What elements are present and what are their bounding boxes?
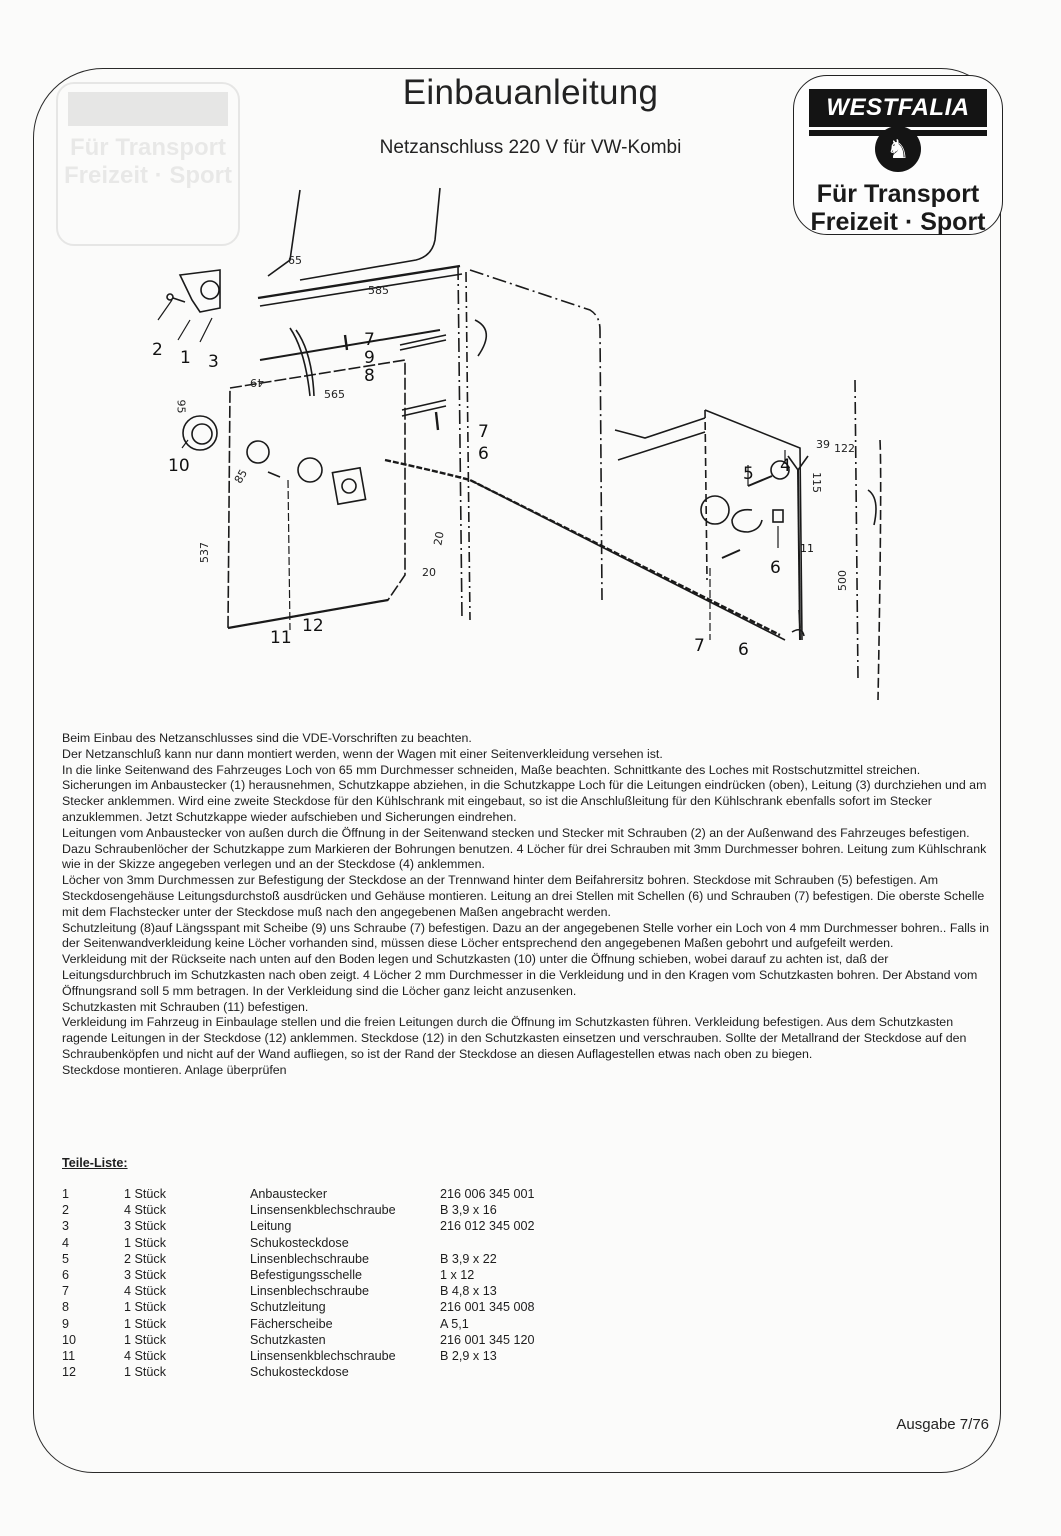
part-name: Fächerscheibe [250,1316,333,1331]
callout-12: 12 [302,616,324,636]
diagram-drawing [140,180,920,720]
dim-565: 565 [324,388,345,401]
part-quantity: 1 Stück [124,1300,166,1315]
socket-body-right [701,496,729,524]
dim-85: 85 [231,467,251,486]
part-reference: 216 001 345 008 [440,1300,535,1315]
floor-edge [470,480,785,640]
part-number: 2 [62,1203,70,1218]
parts-list-row [62,1251,535,1267]
screw-7-top [345,335,347,350]
sidewall-rail-3 [402,400,446,416]
sidewall-rail-1 [260,330,440,360]
callout-6-right: 6 [770,558,781,578]
instruction-paragraph: Der Netzanschluß kann nur dann montiert werden, wenn der Wagen mit einer Seitenverkleidung versehen ist. [62,746,663,761]
part-reference: 216 001 345 120 [440,1332,535,1347]
callout-10: 10 [168,456,190,476]
parts-list-row [62,1364,535,1380]
socket-12 [298,458,322,482]
dim-585: 585 [368,284,389,297]
socket-plate [332,468,365,504]
part-name: Schukosteckdose [250,1365,349,1380]
instruction-paragraph: Schutzkasten mit Schrauben (11) befestigen. [62,999,309,1014]
instruction-paragraph: Leitungen vom Anbaustecker von außen durch die Öffnung in der Seitenwand stecken und Stecker mit Schrauben (2) an der Außenwand des Fahrzeuges befestigen. Dazu Schraubenlöcher der Schutzkappe zum Markieren der Bohrungen benutzen. 4 Löcher für drei Schrauben mit 3mm Durchmesser bohren. Leitung zum Kühlschrank wie in der Skizze angegeben verlegen und an der Steckdose (4) anklemmen. [62,825,987,872]
part-name: Schutzkasten [250,1332,326,1347]
parts-list-row [62,1283,535,1299]
cable-bundle [290,328,314,396]
dim-20-horizontal: 20 [422,566,436,579]
protective-box-inner [192,424,212,444]
part-number: 10 [62,1332,77,1347]
cable-splitter [788,456,808,470]
dim-500: 500 [836,570,849,591]
callout-3: 3 [208,352,219,372]
part-name: Schutzleitung [250,1300,326,1315]
screw-7-bottom [722,550,740,558]
rear-wall-top [470,270,602,600]
callout-9: 9 [364,348,375,368]
screw-11 [268,472,280,477]
part-quantity: 4 Stück [124,1349,166,1364]
callout-7-mid: 7 [478,422,489,442]
door-handle [868,490,876,525]
part-number: 4 [62,1235,70,1250]
part-number: 1 [62,1187,70,1201]
part-name: Linsensenkblechschraube [250,1349,396,1364]
instruction-paragraph: Verkleidung mit der Rückseite nach unten auf den Boden legen und Schutzkasten (10) unter die Öffnung schieben, wobei darauf zu achten ist, daß der Leitungsdurchbruch im Schutzkasten nach oben zeigt. 4 Löcher 2 mm Durchmesser in die Verkleidung und in den Kragen vom Schutzkasten bohren. Der Abstand vom Öffnungsrand soll 5 mm betragen. In der Verkleidung sind die Löcher ganz leicht anzusenken. [62,952,978,998]
callout-11-right: 11 [800,542,814,555]
part-name: Befestigungsschelle [250,1268,363,1283]
part-quantity: 4 Stück [124,1284,166,1299]
outer-socket [201,281,219,299]
part-number: 11 [62,1349,76,1364]
part-reference: B 3,9 x 16 [440,1203,497,1218]
trim-panel [228,360,405,628]
part-reference: 216 006 345 001 [440,1187,535,1201]
part-quantity: 1 Stück [124,1235,166,1250]
horse-emblem-icon: ♞ [875,126,921,172]
screw-2-head [167,294,173,300]
part-name: Linsenblechschraube [250,1284,370,1299]
part-name: Leitung [250,1219,292,1234]
leader-3 [200,318,212,342]
part-quantity: 1 Stück [124,1187,166,1201]
part-number: 7 [62,1284,70,1299]
part-number: 9 [62,1316,70,1331]
part-number: 3 [62,1219,70,1234]
installation-diagram [140,180,920,720]
dim-115: 115 [810,472,823,493]
instruction-paragraph: Sicherungen im Anbaustecker (1) herausnehmen, Schutzkappe abziehen, in die Schutzkappe Loch für die Leitungen eindrücken (oben), Leitung (3) durchziehen und am Stecker anklemmen. Wird eine zweite Steckdose für den Kühlschrank mit eingebaut, so ist die Anschlußleitung für den Kühlschrank ebenfalls sofort im Stecker anzuklemmen. Jetzt Schutzkappe wieder aufschieben und Sicherungen eindrehen. [62,778,987,824]
round-socket [247,441,269,463]
parts-list-row [62,1186,535,1202]
socket-plate-face [342,479,356,493]
parts-list-row [62,1316,535,1332]
part-reference: A 5,1 [440,1316,469,1331]
right-pillar [855,380,858,680]
screw-2-shank [173,298,185,302]
parts-list-heading: Teile-Liste: [62,1156,128,1170]
part-reference [440,1364,535,1380]
roof-rail-lower [260,274,462,306]
leader-1 [178,320,190,340]
callout-6-mid: 6 [478,444,489,464]
leader-11 [288,480,290,630]
partition-wall-edge [705,410,707,580]
part-reference: 1 x 12 [440,1268,475,1283]
instruction-paragraph: Schutzleitung (8)auf Längsspant mit Scheibe (9) uns Schraube (7) befestigen. Dazu an der angegebenen Stelle vorher ein Loch von 4 mm Durchmesser bohren.. Falls in der Seitenwandverkleidung keine Löcher vorhanden sind, müssen diese Löcher entsprechend den angegebenen Maßen gebohrt und aufgefeilt werden. [62,920,990,951]
b-pillar [458,266,462,620]
part-number: 5 [62,1251,70,1266]
callout-4: 4 [780,456,791,476]
part-quantity: 3 Stück [124,1219,166,1234]
document-subtitle: Netzanschluss 220 V für VW-Kombi [379,137,682,158]
part-name: Schukosteckdose [250,1235,349,1250]
screw-7-right [436,412,438,430]
part-reference: B 2,9 x 13 [440,1349,497,1364]
part-reference: B 3,9 x 22 [440,1251,497,1266]
part-quantity: 1 Stück [124,1316,166,1331]
parts-list-row [62,1348,535,1364]
part-name: Linsensenkblechschraube [250,1203,396,1218]
leader-2 [158,300,172,320]
parts-list-row [62,1332,535,1348]
window-frame-inner [300,188,440,280]
dim-49: 49 [250,376,264,389]
logo-claim-line2: Freizeit · Sport [810,208,986,236]
part-reference: 216 012 345 002 [440,1219,535,1234]
round-socket-right [732,510,762,532]
part-name: Anbaustecker [250,1187,328,1201]
brand-name: WESTFALIA [809,89,987,127]
part-quantity: 2 Stück [124,1251,166,1266]
instruction-paragraph: Löcher von 3mm Durchmessen zur Befestigung der Steckdose an der Trennwand hinter dem Beifahrersitz bohren. Steckdose mit Schrauben (5) befestigen. Am Steckdosengehäuse Leitungsdurchstoß ausdrücken und Gehäuse montieren. Leitung an drei Stellen mit Schellen (6) und Schrauben (7) befestigen. Die oberste Schelle mit dem Flachstecker unter der Steckdose muß nach den angegebenen Maßen angebracht werden. [62,873,985,919]
dim-39: 39 [816,438,830,451]
callout-1: 1 [180,348,191,368]
dim-95: 95 [174,399,188,414]
parts-list-row [62,1267,535,1283]
part-quantity: 4 Stück [124,1203,166,1218]
callout-8: 8 [364,366,375,386]
parts-list-row [62,1202,535,1218]
part-number: 6 [62,1268,70,1283]
instruction-paragraph: In die linke Seitenwand des Fahrzeuges Loch von 65 mm Durchmesser schneiden, Maße beachten. Schnittkante des Loches mit Rostschutzmittel streichen. [62,762,921,777]
callout-7-bottom: 7 [694,636,705,656]
callout-6-bottom: 6 [738,640,749,660]
part-number: 12 [62,1365,77,1380]
part-reference: B 4,8 x 13 [440,1284,497,1299]
cable-route [385,460,780,635]
wheel-arch [475,320,486,356]
callout-2: 2 [152,340,163,360]
sidewall-rail-2 [400,335,446,350]
parts-list-row [62,1299,535,1315]
parts-list-table [62,1186,535,1380]
edition-label: Ausgabe 7/76 [896,1416,989,1433]
part-quantity: 3 Stück [124,1268,166,1283]
b-pillar-2 [466,272,470,620]
outer-socket-bracket [180,270,220,312]
faded-background-logo: Für Transport Freizeit · Sport [56,82,240,246]
logo-claim-line1: Für Transport [816,180,980,208]
dim-20-vertical: 20 [431,530,447,547]
part-name: Linsenblechschraube [250,1251,370,1266]
instruction-paragraph: Beim Einbau des Netzanschlusses sind die VDE-Vorschriften zu beachten. [62,731,472,745]
dim-65: 65 [288,254,302,267]
callout-11: 11 [270,628,292,648]
parts-list-row [62,1218,535,1234]
part-quantity: 1 Stück [124,1332,166,1347]
instructions-text [62,731,992,1079]
roof-rail [258,266,460,298]
right-pillar-2 [878,440,881,700]
dim-537: 537 [198,542,211,563]
document-title: Einbauanleitung [402,73,659,112]
part-number: 8 [62,1300,70,1315]
part-reference [440,1235,535,1251]
instruction-paragraph: Verkleidung im Fahrzeug in Einbaulage stellen und die freien Leitungen durch die Öffnung im Schutzkasten führen. Verkleidung befestigen. Aus dem Schutzkasten ragende Leitungen in der Steckdose (12) anklemmen. Steckdose (12) in den Schutzkasten einsetzen und verschrauben. Sollte der Metallrand der Steckdose auf den Schraubenköpfen und nicht auf der Wand aufliegen, so ist der Rand der Steckdose an diesen Auflagestellen etwas nach oben zu biegen. [62,1015,967,1061]
floor-step [615,418,705,460]
dim-122: 122 [834,442,855,455]
part-quantity: 1 Stück [124,1365,166,1380]
parts-list-row [62,1235,535,1251]
clamp-6 [773,510,783,522]
callout-5: 5 [743,464,754,484]
callout-7: 7 [364,330,375,350]
partition-wall [705,410,802,640]
instruction-paragraph: Steckdose montieren. Anlage überprüfen [62,1062,287,1077]
